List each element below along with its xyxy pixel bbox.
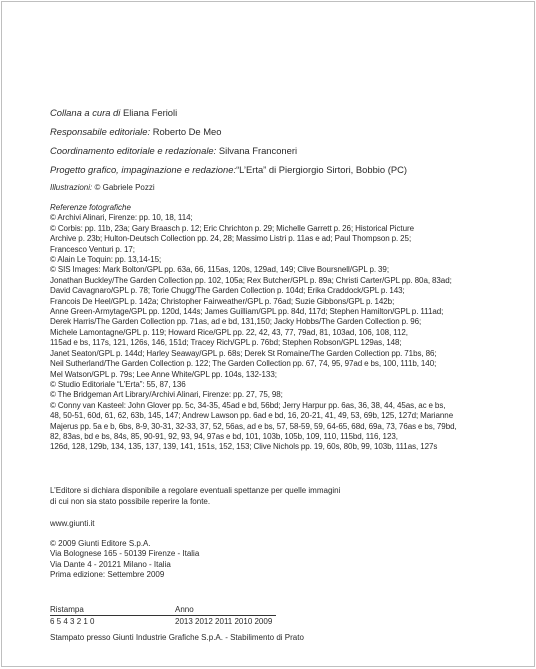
printer-line: Stampato presso Giunti Industrie Grafiche S.p.A. - Stabilimento di Prato [50, 633, 304, 642]
credit-value: Roberto De Meo [152, 126, 222, 137]
reference-line: Derek Harris/The Garden Collection pp. 71as, ad e bd, 131,150; Jacky Hobbs/The Garden Collection p. 96; [50, 317, 422, 327]
reference-line: © The Bridgeman Art Library/Archivi Alinari, Firenze: pp. 27, 75, 98; [50, 390, 283, 400]
reprint-divider [50, 615, 276, 616]
reprint-digits: 6 5 4 3 2 1 0 [50, 617, 95, 626]
credit-series-editor [50, 106, 500, 119]
reference-line: 48, 50-51, 60d, 61, 62, 63b, 145, 147; Andrew Lawson pp. 6ad e bd, 16, 20-21, 41, 49, 53, 69b, 125, 127d; Marianne [50, 411, 454, 421]
reprint-label: Ristampa [50, 605, 84, 614]
photo-references-list [50, 213, 500, 452]
reference-line: Neil Sutherland/The Garden Collection p. 122; The Garden Collection pp. 67, 74, 95, 97ad e bs, 100, 111b, 140; [50, 359, 437, 369]
photo-references-heading: Referenze fotografiche [50, 203, 131, 212]
credit-editorial-manager [50, 125, 500, 138]
credit-label: Progetto grafico, impaginazione e redazione: [50, 164, 237, 175]
credit-label: Collana a cura di [50, 107, 121, 118]
disclaimer [50, 485, 340, 507]
disclaimer-line: L’Editore si dichiara disponibile a regolare eventuali spettanze per quelle immagini [50, 486, 341, 495]
reference-line: Francois De Heel/GPL p. 142a; Christopher Fairweather/GPL p. 76ad; Suzie Gibbons/GPL p. 142b; [50, 296, 395, 306]
reference-line: 115ad e bs, 117s, 121, 126s, 146, 151d; Tracey Rich/GPL p. 76bd; Stephen Robson/GPL 129as, 148; [50, 338, 402, 348]
copyright-line: © 2009 Giunti Editore S.p.A. [50, 539, 151, 548]
reprint-years: 2013 2012 2011 2010 2009 [175, 617, 273, 626]
reference-line: Francesco Venturi p. 17; [50, 244, 135, 254]
reprint-values-row [50, 617, 280, 627]
illustrations-value: © Gabriele Pozzi [94, 183, 155, 192]
reference-line: © Archivi Alinari, Firenze: pp. 10, 18, 114; [50, 213, 193, 223]
reference-line: David Cavagnaro/GPL p. 78; Torie Chugg/The Garden Collection p. 104d; Erika Craddock/GPL p. 143; [50, 286, 405, 296]
credit-label: Coordinamento editoriale e redazionale: [50, 145, 217, 156]
website-url: www.giunti.it [50, 519, 95, 528]
reference-line: Majerus pp. 5a e b, 6bs, 8-9, 30-31, 32-33, 37, 52, 56as, ad e bs, 57, 58-59, 59, 64-65, 68d, 69a, 73, 76as e bs, 79bd, [50, 421, 457, 431]
credits-block [50, 106, 500, 453]
reprint-table [50, 605, 280, 627]
reference-line: Janet Seaton/GPL p. 144d; Harley Seaway/GPL p. 68s; Derek St Romaine/The Garden Collection pp. 71bs, 86; [50, 348, 437, 358]
credit-design [50, 163, 500, 176]
illustrations-label: Illustrazioni: [50, 183, 93, 192]
colophon-page [1, 1, 535, 667]
reference-line: 126d, 128, 129b, 134, 135, 137, 139, 141, 151s, 152, 153; Clive Nichols pp. 19, 60s, 80b, 99, 103b, 111as, 127s [50, 442, 438, 452]
reference-line: © Corbis: pp. 11b, 23a; Gary Braasch p. 12; Eric Chrichton p. 29; Michelle Garrett p. 26; Historical Picture [50, 223, 415, 233]
credit-label: Responsabile editoriale: [50, 126, 151, 137]
first-edition: Prima edizione: Settembre 2009 [50, 570, 165, 580]
credit-value: “L’Erta” di Piergiorgio Sirtori, Bobbio (PC) [236, 164, 407, 175]
reprint-header-row [50, 605, 280, 615]
reference-line: © Conny van Kasteel: John Glover pp. 5c, 34-35, 45ad e bd, 56bd; Jerry Harpur pp. 6as, 36, 38, 44, 45as, ac e bs, [50, 400, 446, 410]
reference-line: 82, 83as, bd e bs, 84s, 85, 90-91, 92, 93, 94, 97as e bd, 101, 103b, 105b, 109, 110, 115bd, 116, 123, [50, 431, 398, 441]
address-milan: Via Dante 4 - 20121 Milano - Italia [50, 559, 171, 569]
reference-line: © Alain Le Toquin: pp. 13,14-15; [50, 255, 162, 265]
reference-line: Jonathan Buckley/The Garden Collection pp. 102, 105a; Rex Butcher/GPL p. 89a; Christi Carter/GPL pp. 80a, 83ad; [50, 275, 452, 285]
publisher-info [50, 539, 199, 581]
illustrations-credit [50, 182, 500, 193]
reference-line: Archive p. 23b; Hulton-Deutsch Collection pp. 24, 28; Massimo Listri p. 11as e ad; Paul Thompson p. 25; [50, 234, 412, 244]
credit-value: Silvana Franconeri [218, 145, 298, 156]
credit-value: Eliana Ferioli [122, 107, 178, 118]
address-florence: Via Bolognese 165 - 50139 Firenze - Italia [50, 549, 200, 559]
year-label: Anno [175, 605, 194, 614]
reference-line: © SIS Images: Mark Bolton/GPL pp. 63a, 66, 115as, 120s, 129ad, 149; Clive Boursnell/GPL p. 39; [50, 265, 389, 275]
reference-line: © Studio Editoriale “L’Erta”: 55, 87, 136 [50, 379, 186, 389]
credit-coordination [50, 144, 500, 157]
reference-line: Michele Lamontagne/GPL p. 119; Howard Rice/GPL pp. 22, 42, 43, 77, 79ad, 81, 103ad, 106, 108, 112, [50, 327, 408, 337]
reference-line: Anne Green-Armytage/GPL pp. 120d, 144s; James Guilliam/GPL pp. 84d, 117d; Stephen Hamilton/GPL p. 111ad; [50, 307, 444, 317]
disclaimer-line: di cui non sia stato possibile reperire la fonte. [50, 497, 211, 506]
reference-line: Mel Watson/GPL p. 79s; Lee Anne White/GPL pp. 104s, 132-133; [50, 369, 277, 379]
